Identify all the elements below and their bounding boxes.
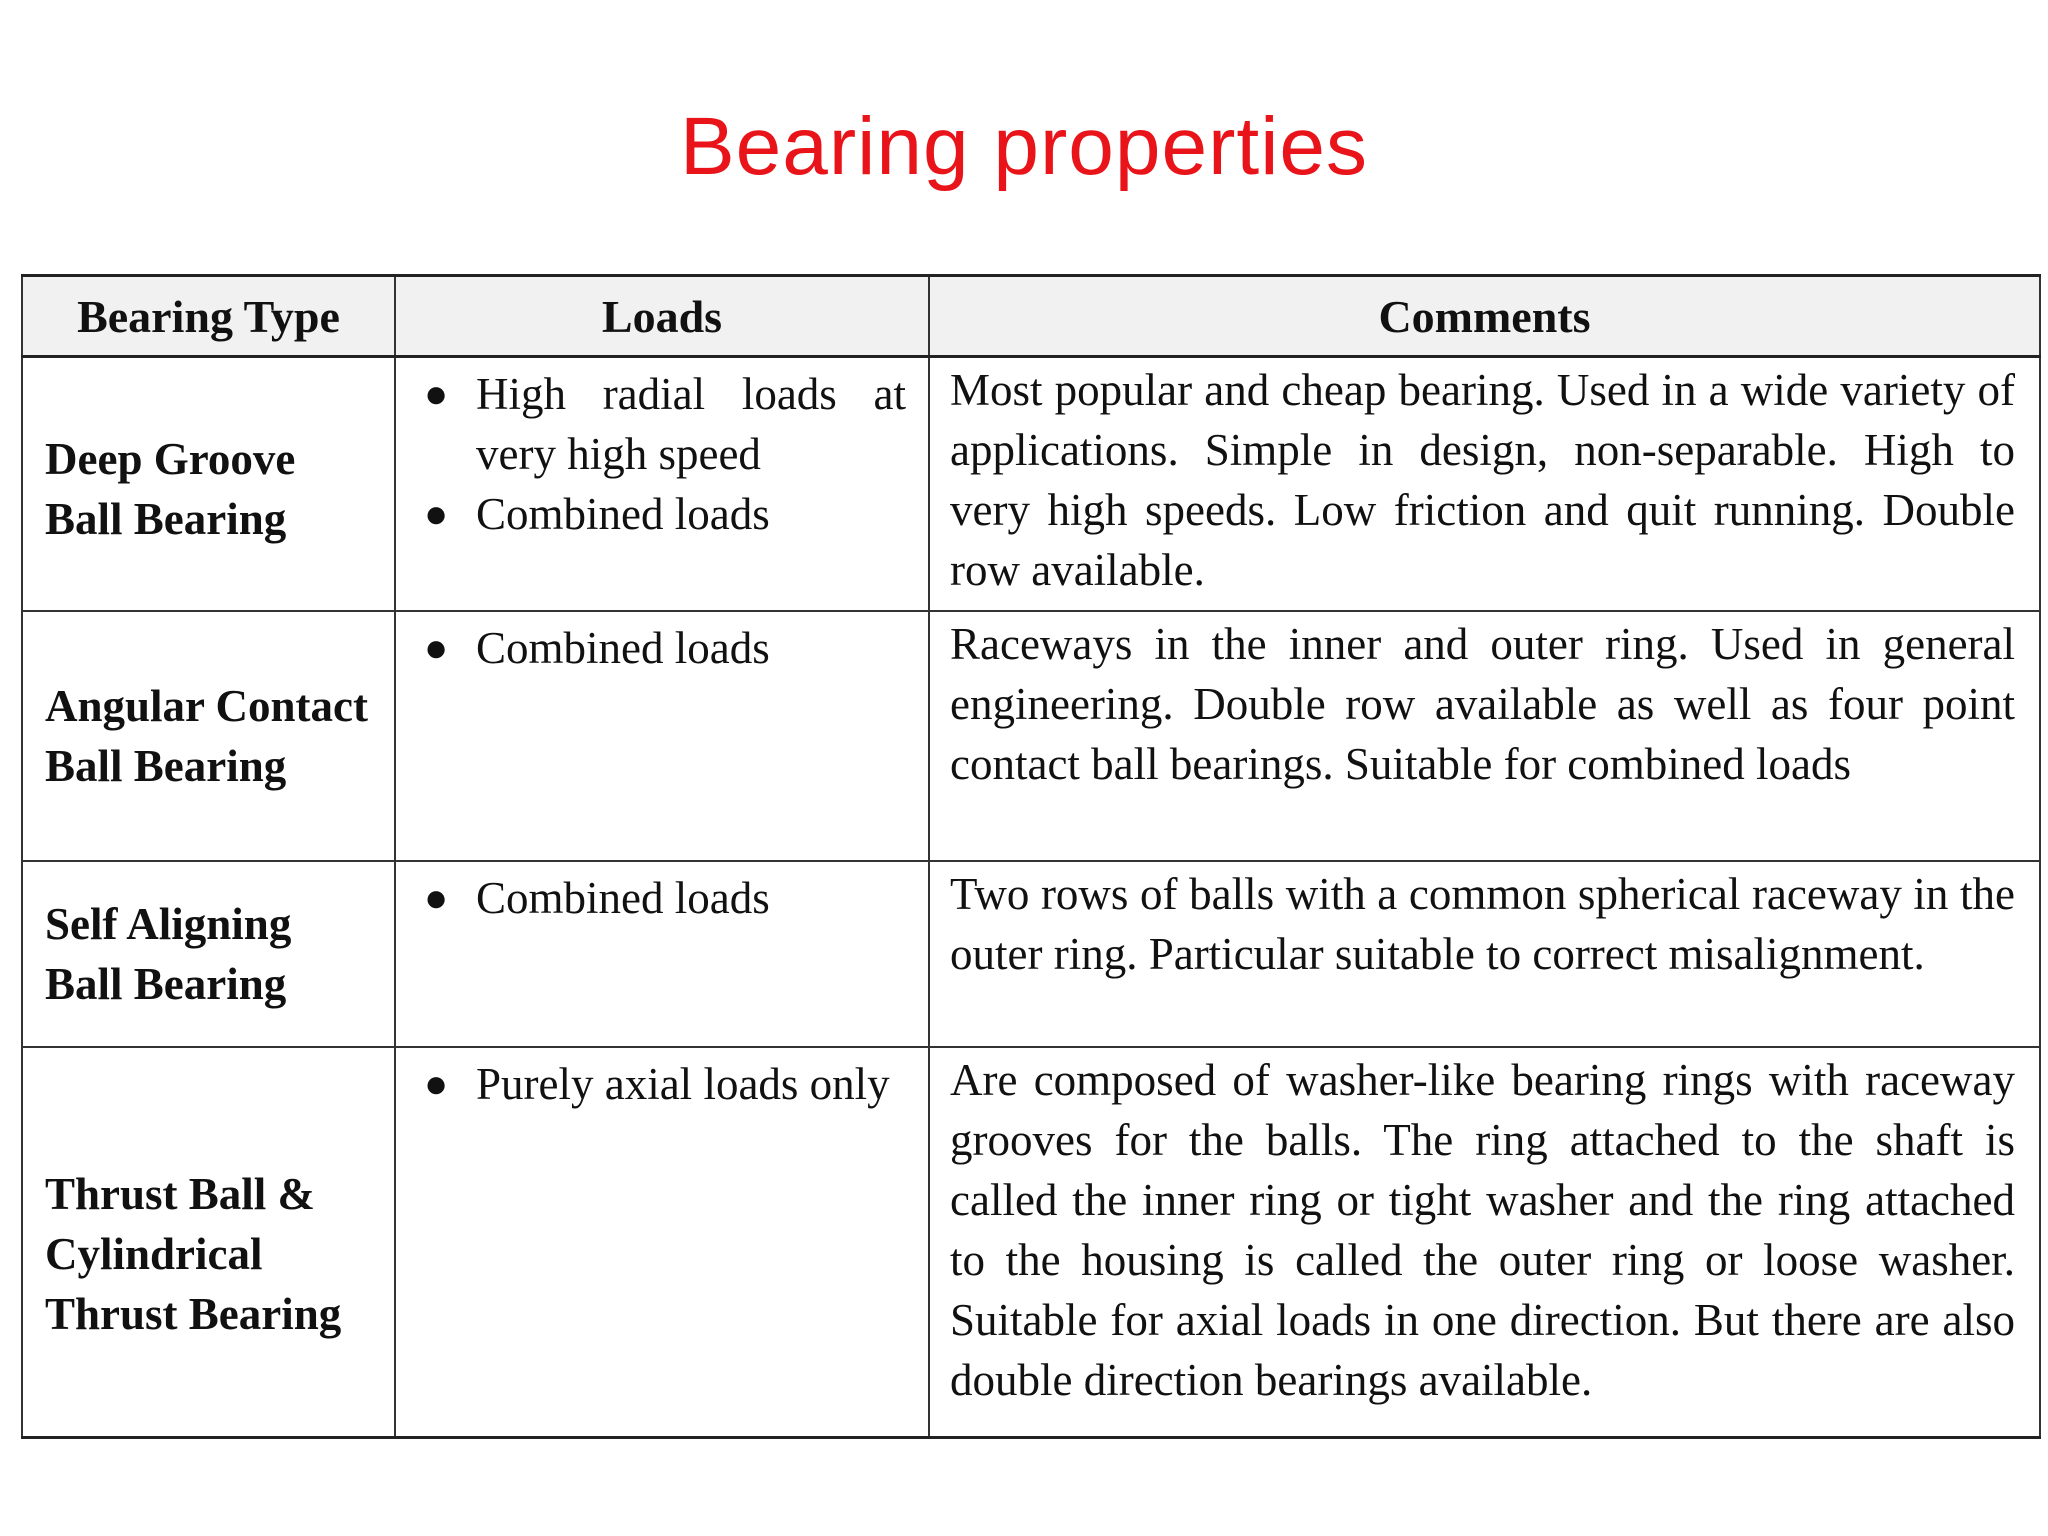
- cell-loads: [395, 357, 929, 612]
- load-item-text: Combined loads: [476, 623, 770, 673]
- table-row-angular-contact: [22, 611, 2040, 861]
- load-item: [416, 1054, 906, 1114]
- comments-text: Most popular and cheap bearing. Used in a wide variety of applications. Simple in design, non-separable. High to very high speeds. Low friction and quit running. Double row available.: [950, 365, 2015, 595]
- cell-loads: [395, 1047, 929, 1438]
- bullet-icon: ●: [424, 1061, 449, 1106]
- comments-text: Raceways in the inner and outer ring. Used in general engineering. Double row available as well as four point contact ball bearings. Suitable for combined loads: [950, 619, 2015, 789]
- load-item-text: Purely axial loads only: [476, 1059, 890, 1109]
- loads-list: [416, 868, 906, 928]
- bullet-icon: ●: [424, 625, 449, 670]
- slide-title: Bearing properties: [679, 101, 1369, 192]
- loads-list: [416, 618, 906, 678]
- table-row-thrust: [22, 1047, 2040, 1438]
- bullet-icon: ●: [424, 491, 449, 536]
- header-bearing-type: Bearing Type: [22, 276, 395, 357]
- bullet-icon: ●: [424, 371, 449, 416]
- cell-bearing-type: Angular Contact Ball Bearing: [22, 611, 395, 861]
- load-item: [416, 868, 906, 928]
- cell-comments: [929, 1047, 2040, 1438]
- bullet-icon: ●: [424, 875, 449, 920]
- cell-bearing-type: Deep Groove Ball Bearing: [22, 357, 395, 612]
- bearing-table-container: [21, 274, 2039, 1439]
- cell-comments: [929, 357, 2040, 612]
- cell-comments: [929, 611, 2040, 861]
- load-item-text: Combined loads: [476, 489, 770, 539]
- load-item-text: High radial loads at very high speed: [476, 369, 906, 479]
- load-item: [416, 618, 906, 678]
- cell-bearing-type: Thrust Ball & Cylindrical Thrust Bearing: [22, 1047, 395, 1438]
- comments-text: Two rows of balls with a common spherical raceway in the outer ring. Particular suitable to correct misalignment.: [950, 869, 2015, 979]
- load-item: [416, 364, 906, 484]
- load-item-text: Combined loads: [476, 873, 770, 923]
- table-header-row: [22, 276, 2040, 357]
- load-item: [416, 484, 906, 544]
- table-row-deep-groove: [22, 357, 2040, 612]
- cell-comments: [929, 861, 2040, 1047]
- bearing-properties-table: [21, 274, 2041, 1439]
- comments-text: Are composed of washer-like bearing rings with raceway grooves for the balls. The ring attached to the shaft is called the inner ring or tight washer and the ring attached to the housing is called the outer ring or loose washer. Suitable for axial loads in one direction. But there are also double direction bearings available.: [950, 1055, 2015, 1405]
- header-comments: Comments: [929, 276, 2040, 357]
- table-row-self-aligning: [22, 861, 2040, 1047]
- loads-list: [416, 364, 906, 544]
- loads-list: [416, 1054, 906, 1114]
- cell-loads: [395, 611, 929, 861]
- cell-bearing-type: Self Aligning Ball Bearing: [22, 861, 395, 1047]
- header-loads: Loads: [395, 276, 929, 357]
- cell-loads: [395, 861, 929, 1047]
